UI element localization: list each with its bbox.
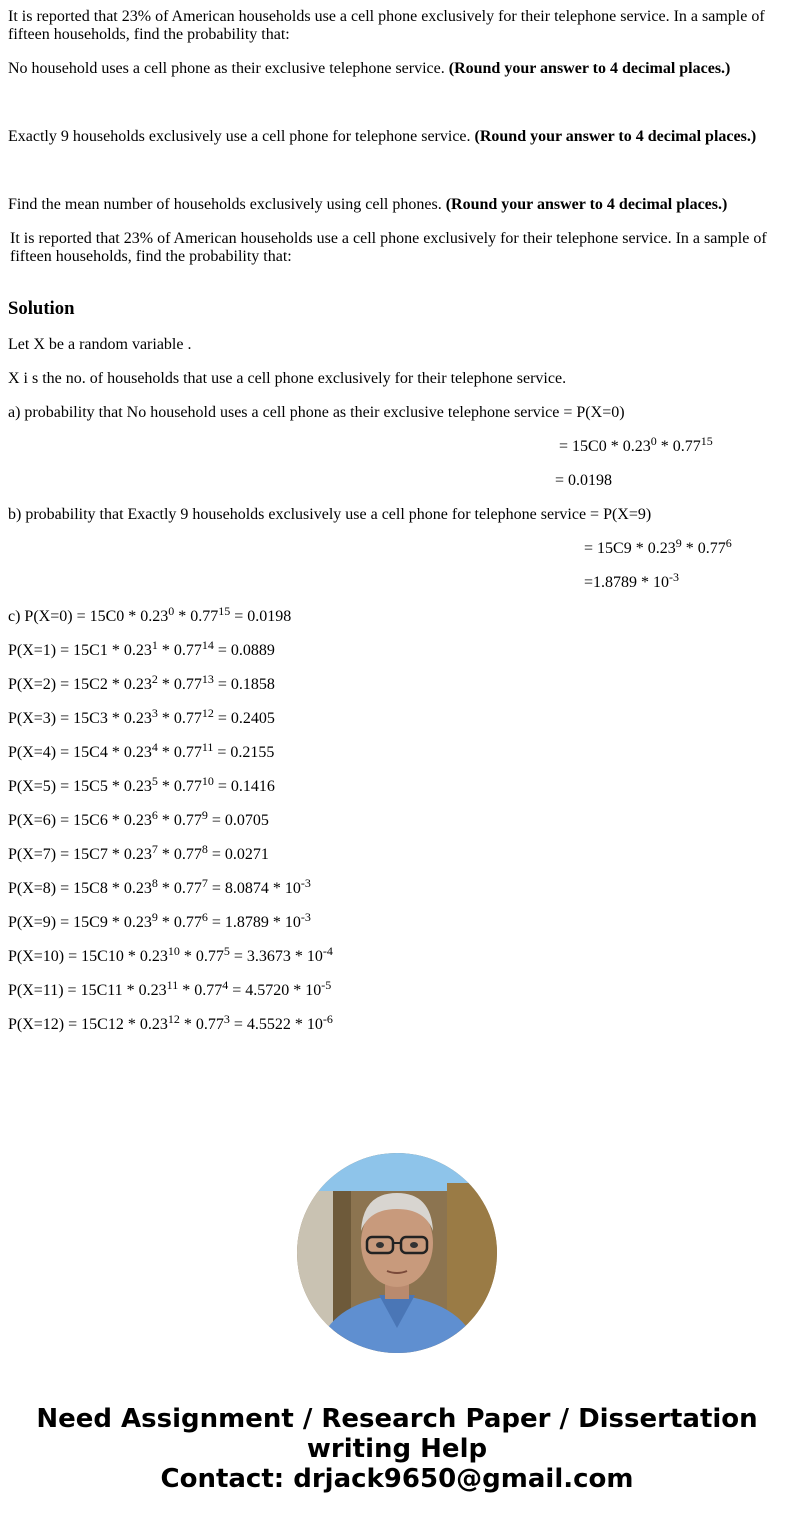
promo-banner [0,1404,794,1494]
solution-a-result: = 0.0198 [555,472,613,489]
solution-part-b: b) probability that Exactly 9 households exclusively use a cell phone for telephone service = P(X=9) [8,506,652,523]
question-intro-repeat: It is reported that 23% of American households use a cell phone exclusively for their telephone service. In a sample of fifteen households, find the probability that: [10,230,767,265]
author-avatar [297,1153,497,1353]
probability-row: $P(X=11) = 15C11 * 0.23^{11} * 0.77^4 = 4.5720 * 10^{-5}$ [8,978,332,999]
solution-heading: Solution [8,298,75,319]
probability-row: $P(X=12) = 15C12 * 0.23^{12} * 0.77^3 = 4.5522 * 10^{-6}$ [8,1012,333,1033]
probability-row: $P(X=4) = 15C4 * 0.23^4 * 0.77^{11} = 0.2155$ [8,740,275,761]
probability-row: $P(X=6) = 15C6 * 0.23^6 * 0.77^9 = 0.0705$ [8,808,269,829]
question-intro: It is reported that 23% of American households use a cell phone exclusively for their telephone service. In a sample of fifteen households, find the probability that: [8,8,765,43]
probability-row: $P(X=1) = 15C1 * 0.23^1 * 0.77^{14} = 0.0889$ [8,638,275,659]
solution-part-a: a) probability that No household uses a cell phone as their exclusive telephone service = P(X=0) [8,404,625,421]
probability-row: $P(X=5) = 15C5 * 0.23^5 * 0.77^{10} = 0.1416$ [8,774,275,795]
solution-b-result: $=1.8789 * 10^{-3}$ [584,570,680,591]
solution-line-2: X i s the no. of households that use a cell phone exclusively for their telephone service. [8,370,567,387]
banner-line-2: writing Help [306,1434,488,1464]
author-portrait-image [297,1153,497,1353]
probability-row: $P(X=8) = 15C8 * 0.23^8 * 0.77^7 = 8.0874 * 10^{-3}$ [8,876,311,897]
probability-row: $P(X=3) = 15C3 * 0.23^3 * 0.77^{12} = 0.2405$ [8,706,275,727]
solution-part-c-list [8,604,786,1034]
probability-row: $P(X=10) = 15C10 * 0.23^{10} * 0.77^5 = 3.3673 * 10^{-4}$ [8,944,333,965]
probability-row: $P(X=2) = 15C2 * 0.23^2 * 0.77^{13} = 0.1858$ [8,672,275,693]
probability-row: c) $P(X=0) = 15C0 * 0.23^0 * 0.77^{15} = 0.0198$ [8,604,292,625]
solution-a-calc: = 15C0 * 0.23$^0$ * 0.77$^{15}$ [559,434,713,455]
solution-b-calc: = 15C9 * 0.23$^9$ * 0.77$^6$ [584,536,732,557]
probability-row: $P(X=9) = 15C9 * 0.23^9 * 0.77^6 = 1.8789 * 10^{-3}$ [8,910,311,931]
banner-line-1: Need Assignment / Research Paper / Dissertation [36,1404,758,1434]
banner-contact: Contact: drjack9650@gmail.com [160,1464,634,1494]
question-part-b: Exactly 9 households exclusively use a cell phone for telephone service. (Round your answer to 4 decimal places.) [8,128,757,145]
document-body [8,8,786,1034]
question-part-a: No household uses a cell phone as their exclusive telephone service. (Round your answer to 4 decimal places.) [8,60,731,77]
probability-row: $P(X=7) = 15C7 * 0.23^7 * 0.77^8 = 0.0271$ [8,842,269,863]
question-part-c: Find the mean number of households exclusively using cell phones. (Round your answer to 4 decimal places.) [8,196,728,213]
solution-line-1: Let X be a random variable . [8,336,192,353]
